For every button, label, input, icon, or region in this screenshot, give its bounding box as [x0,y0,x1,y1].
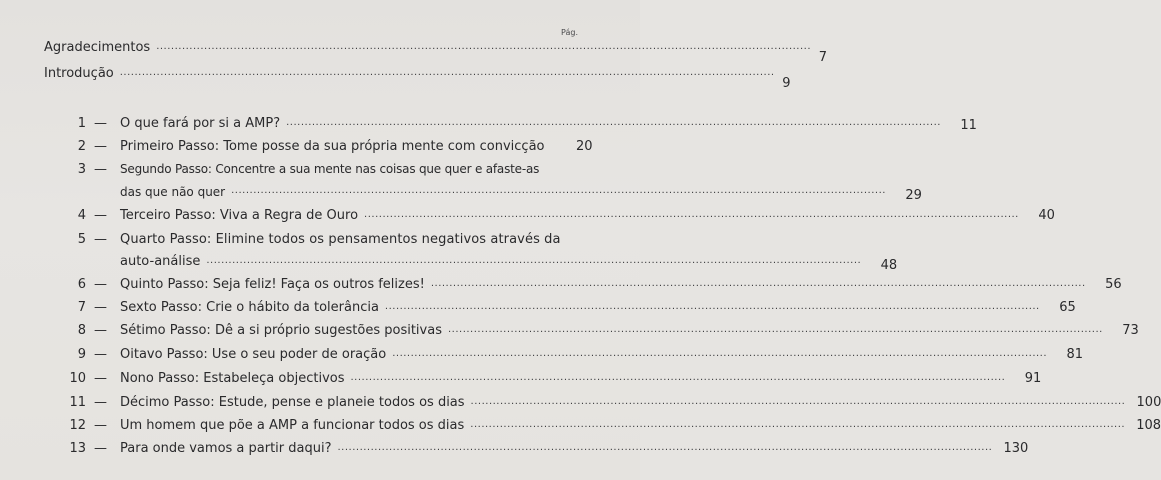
chapter-dash: — [94,232,107,247]
leader-dots [470,420,1125,430]
chapter-page: 40 [1038,208,1055,223]
chapter-page: 73 [1122,323,1139,338]
chapter-dash: — [94,116,107,131]
toc-entry-agradecimentos [44,40,828,65]
chapter-page: 65 [1059,300,1076,315]
leader-dots [286,118,941,128]
chapter-page: 20 [575,139,593,154]
toc-chapter-3 [60,162,922,206]
leader-dots [231,186,886,196]
chapter-title: Nono Passo: Estabeleça objectivos [120,371,345,386]
leader-dots [351,373,1006,383]
chapter-title: O que fará por si a AMP? [120,116,281,131]
chapter-page: 29 [905,188,922,203]
leader-dots [385,302,1040,312]
chapter-page: 11 [960,118,977,133]
chapter-dash: — [94,347,107,362]
chapter-number: 7 [77,300,86,315]
chapter-title-continuation: auto-análise [120,254,201,269]
chapter-title: Oitavo Passo: Use o seu poder de oração [120,347,387,362]
chapter-title: Décimo Passo: Estude, pense e planeie todos os dias [120,395,465,410]
chapter-number: 9 [77,347,86,362]
chapter-dash: — [94,371,107,386]
chapter-title: Sexto Passo: Crie o hábito da tolerância [120,300,379,315]
chapter-number: 13 [69,441,86,456]
chapter-number: 1 [77,116,86,131]
chapter-number: 6 [77,277,86,292]
chapter-dash: — [94,395,107,410]
chapter-number: 10 [69,371,86,386]
chapter-title: Sétimo Passo: Dê a si próprio sugestões positivas [120,323,442,338]
toc-chapter-5 [60,232,898,276]
chapter-title-continuation-row [120,254,898,273]
chapter-dash: — [94,418,107,433]
chapter-page: 108 [1136,418,1161,433]
chapter-number: 8 [77,323,86,338]
leader-dots [448,325,1103,335]
chapter-title: Quinto Passo: Seja feliz! Faça os outros felizes! [120,277,425,292]
toc-entry-page: 7 [818,50,828,65]
chapter-dash: — [94,162,107,177]
leader-dots [364,210,1019,220]
chapter-number: 4 [77,208,86,223]
leader-dots [156,42,811,52]
chapter-page: 130 [1003,441,1029,456]
chapter-title-continuation-row [120,184,922,203]
chapter-dash: — [94,300,107,315]
chapter-title: Primeiro Passo: Tome posse da sua própria mente com convicção [120,139,545,154]
leader-dots [431,279,1086,289]
leader-dots [338,443,993,453]
chapter-number: 12 [69,418,86,433]
page-column-header: Pág. [561,28,578,37]
chapter-page: 48 [880,258,898,273]
leader-dots [206,256,861,266]
chapter-page: 56 [1105,277,1122,292]
chapter-title: Para onde vamos a partir daqui? [120,441,332,456]
chapter-number: 3 [77,162,86,177]
chapter-title: Um homem que põe a AMP a funcionar todos os dias [120,418,465,433]
leader-dots [120,68,775,78]
chapter-dash: — [94,277,107,292]
chapter-dash: — [94,323,107,338]
chapter-dash: — [94,441,107,456]
chapter-title: Segundo Passo: Concentre a sua mente nas coisas que quer e afaste-as [120,162,540,176]
toc-entry-introducao [44,66,791,91]
chapter-page: 81 [1066,347,1084,362]
chapter-dash: — [94,139,107,154]
chapter-dash: — [94,208,107,223]
chapter-title-continuation: das que não quer [120,185,226,199]
chapter-page: 100 [1136,395,1161,410]
chapter-number: 5 [77,232,86,247]
chapter-title: Terceiro Passo: Viva a Regra de Ouro [120,208,359,223]
chapter-number: 2 [77,139,86,154]
toc-entry-label: Introdução [44,66,114,81]
chapter-title: Quarto Passo: Elimine todos os pensamentos negativos através da [120,232,561,247]
leader-dots [471,397,1126,407]
toc-entry-label: Agradecimentos [44,40,151,55]
leader-dots [392,349,1047,359]
toc-entry-page: 9 [782,76,791,91]
chapter-number: 11 [69,395,86,410]
chapter-page: 91 [1024,371,1042,386]
